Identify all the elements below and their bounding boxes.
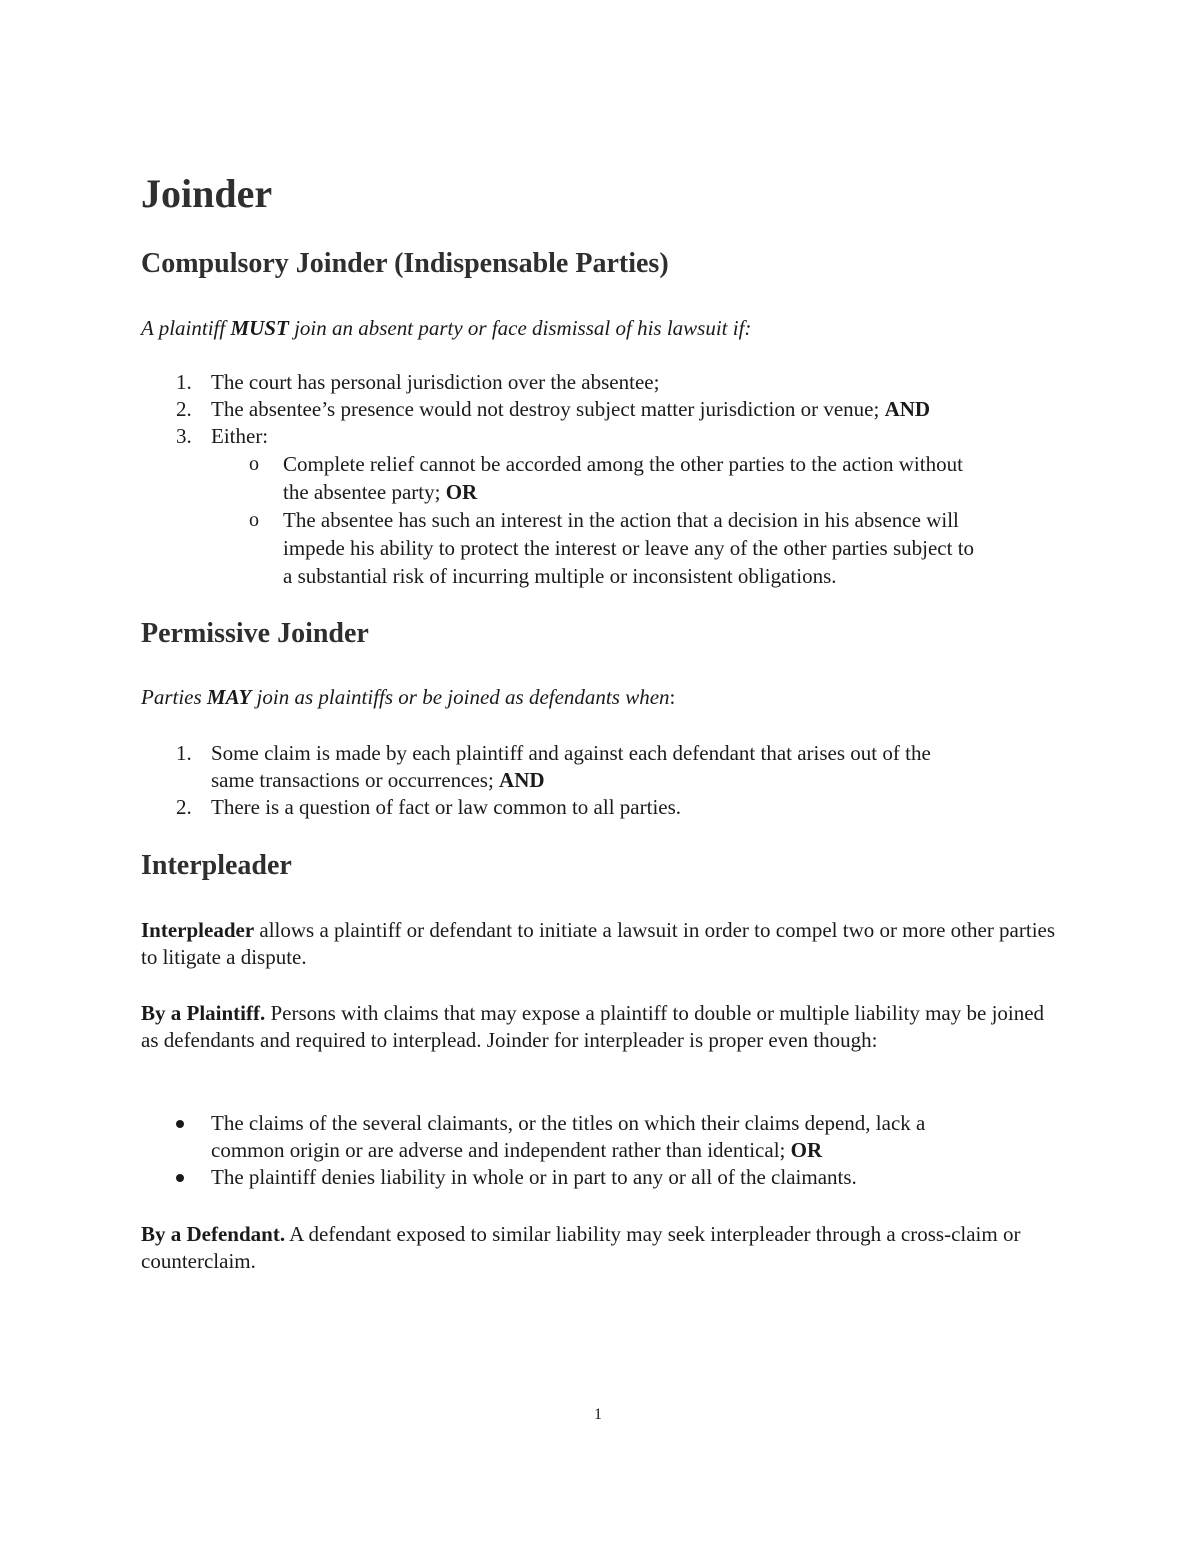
term: By a Plaintiff. bbox=[141, 1001, 266, 1025]
interpleader-definition bbox=[141, 917, 1056, 971]
sub-bullet-marker: o bbox=[249, 453, 259, 475]
bullet-item-text: common origin or are adverse and independent rather than identical; bbox=[211, 1138, 791, 1162]
bullet-item: The plaintiff denies liability in whole or in part to any or all of the claimants. bbox=[211, 1165, 857, 1189]
list-number: 2. bbox=[176, 397, 192, 421]
sub-list-item bbox=[283, 479, 477, 506]
list-item-text: same transactions or occurrences; bbox=[211, 768, 500, 792]
page-number: 1 bbox=[594, 1406, 602, 1423]
list-number: 1. bbox=[176, 370, 192, 394]
list-item: There is a question of fact or law common to all parties. bbox=[211, 795, 682, 819]
list-item-emphasis: AND bbox=[499, 768, 545, 792]
intro-text: join an absent party or face dismissal of his lawsuit if: bbox=[288, 316, 752, 340]
interpleader-by-plaintiff bbox=[141, 1000, 1056, 1054]
intro-text: join as plaintiffs or be joined as defendants when bbox=[251, 685, 670, 709]
list-item bbox=[211, 767, 545, 794]
permissive-intro bbox=[141, 684, 1056, 711]
intro-text: : bbox=[669, 685, 676, 709]
list-item bbox=[211, 396, 930, 423]
heading-permissive-joinder: Permissive Joinder bbox=[141, 618, 369, 649]
list-item: The court has personal jurisdiction over the absentee; bbox=[211, 370, 660, 394]
list-number: 3. bbox=[176, 424, 192, 448]
bullet-dot-icon bbox=[176, 1174, 184, 1182]
list-item: Some claim is made by each plaintiff and against each defendant that arises out of the bbox=[211, 741, 931, 765]
intro-text: Parties bbox=[141, 685, 207, 709]
paragraph-text: A defendant exposed to similar liability may seek interpleader through a cross-claim or counterclaim. bbox=[141, 1222, 1021, 1273]
list-number: 2. bbox=[176, 795, 192, 819]
compulsory-intro bbox=[141, 315, 1056, 342]
sub-list-item: The absentee has such an interest in the action that a decision in his absence will bbox=[283, 508, 959, 532]
paragraph-text: Persons with claims that may expose a plaintiff to double or multiple liability may be joined as defendants and required to interplead. Joinder for interpleader is proper even though: bbox=[141, 1001, 1045, 1052]
bullet-dot-icon bbox=[176, 1120, 184, 1128]
sub-list-item-emphasis: OR bbox=[445, 480, 478, 504]
intro-emphasis: MAY bbox=[206, 685, 252, 709]
list-item-emphasis: AND bbox=[884, 397, 931, 421]
bullet-item: The claims of the several claimants, or the titles on which their claims depend, lack a bbox=[211, 1111, 926, 1135]
intro-emphasis: MUST bbox=[230, 316, 289, 340]
document-title: Joinder bbox=[141, 171, 273, 216]
bullet-item-emphasis: OR bbox=[790, 1138, 823, 1162]
term: By a Defendant. bbox=[141, 1222, 286, 1246]
paragraph-text: allows a plaintiff or defendant to initiate a lawsuit in order to compel two or more other parties to litigate a dispute. bbox=[141, 918, 1056, 969]
list-item-text: The absentee’s presence would not destroy subject matter jurisdiction or venue; bbox=[211, 397, 885, 421]
sub-list-item-text: the absentee party; bbox=[283, 480, 446, 504]
heading-interpleader: Interpleader bbox=[141, 850, 292, 881]
term: Interpleader bbox=[141, 918, 255, 942]
sub-list-item: impede his ability to protect the interest or leave any of the other parties subject to bbox=[283, 536, 975, 560]
intro-text: A plaintiff bbox=[141, 316, 231, 340]
interpleader-by-defendant bbox=[141, 1221, 1056, 1275]
list-item: Either: bbox=[211, 424, 269, 448]
bullet-item bbox=[211, 1137, 822, 1164]
sub-list-item: Complete relief cannot be accorded among the other parties to the action without bbox=[283, 452, 963, 476]
list-number: 1. bbox=[176, 741, 192, 765]
sub-list-item: a substantial risk of incurring multiple or inconsistent obligations. bbox=[283, 564, 837, 588]
heading-compulsory-joinder: Compulsory Joinder (Indispensable Parties) bbox=[141, 248, 669, 279]
sub-bullet-marker: o bbox=[249, 509, 259, 531]
